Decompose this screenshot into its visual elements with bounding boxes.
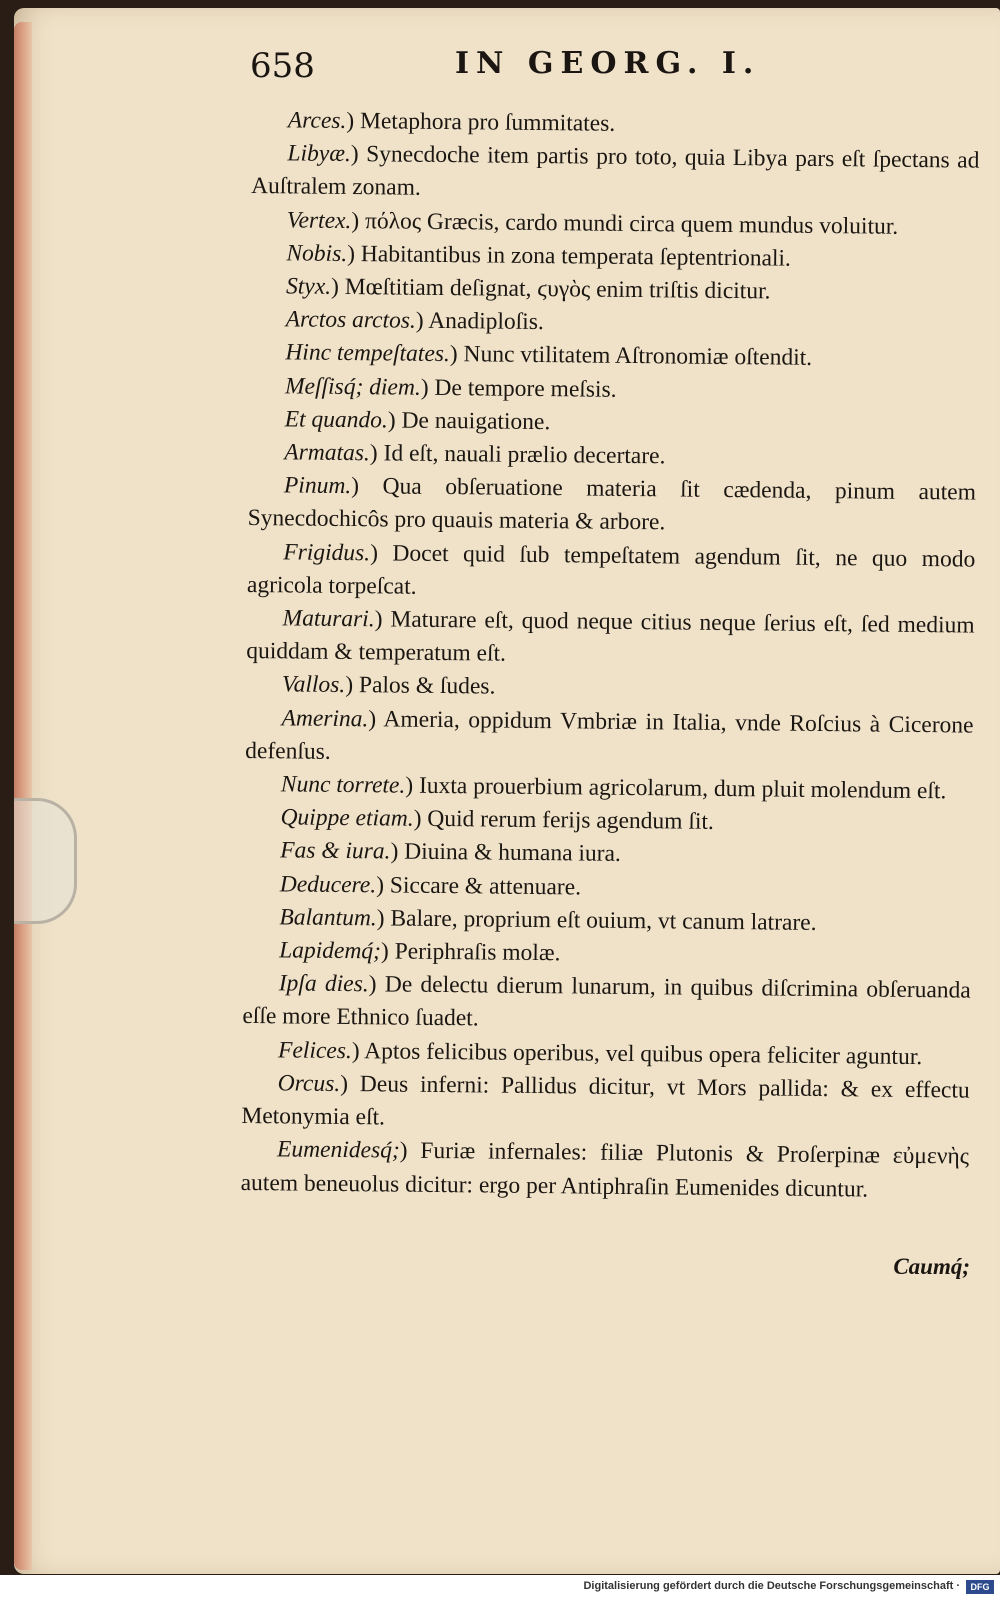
gloss: ) Iuxta prouerbium agricolarum, dum pluit molendum eſt. [405, 772, 947, 805]
gloss: ) De tempore meſsis. [420, 374, 617, 403]
gloss: ) Nunc vtilitatem Aſtronomiæ oſtendit. [449, 341, 813, 372]
gloss: ) Deus inferni: Pallidus dicitur, vt Mors pallida: & ex effectu Metonymia eſt. [241, 1070, 970, 1131]
gloss: ) Qua obſeruatione materia ſit cædenda, pinum autem Synecdochicôs pro quauis materia & arbore. [247, 473, 977, 536]
gloss: ) Furiæ infernales: filiæ Plutonis & Proſerpinæ εὐμενὴς autem beneuolus dicitur: ergo per Antiphraſin Eumenides dicuntur. [240, 1137, 970, 1203]
running-title: IN GEORG. I. [455, 46, 761, 81]
lemma: Nunc torrete. [280, 771, 406, 799]
lemma: Lapidemq́; [279, 937, 382, 965]
gloss: ) Palos & ſudes. [345, 672, 496, 701]
lemma: Nobis. [286, 240, 348, 267]
gloss: ) Mœſtitiam deſignat, ϛυγὸς enim triſtis dicitur. [330, 273, 771, 305]
lemma: Vallos. [281, 671, 346, 699]
gloss: ) Siccare & attenuare. [376, 872, 582, 901]
page-number: 658 [250, 46, 315, 86]
commentary-entry [251, 137, 980, 211]
lemma: Styx. [285, 273, 332, 300]
gloss: ) Synecdoche item partis pro toto, quia Libya pars eſt ſpectans ad Auſtralem zonam. [251, 141, 980, 202]
funding-credit: Digitalisierung gefördert durch die Deutsche Forschungsgemeinschaft · [583, 1580, 960, 1592]
dfg-logo: DFG [966, 1580, 994, 1594]
lemma: Arctos arctos. [285, 306, 416, 334]
lemma: Amerina. [281, 705, 369, 732]
lemma: Meſſisq́; diem. [284, 372, 421, 401]
lemma: Quippe etiam. [280, 804, 414, 832]
lemma: Libyæ. [287, 140, 351, 168]
lemma: Felices. [277, 1037, 352, 1064]
lemma: Balantum. [279, 904, 377, 932]
digitization-footer [0, 1575, 1000, 1601]
gloss: ) Diuina & humana iura. [390, 838, 622, 868]
commentary-entry [241, 1067, 970, 1141]
gloss: ) De delectu dierum lunarum, in quibus diſcrimina obſeruanda eſſe more Ethnico ſuadet. [242, 971, 971, 1032]
catchword: Caumq́; [893, 1254, 970, 1279]
gloss: ) πόλος Græcis, cardo mundi circa quem mundus voluitur. [351, 207, 899, 240]
gloss: ) Maturare eſt, quod neque citius neque ſerius eſt, ſed medium quiddam & temperatum eſt. [246, 606, 975, 667]
lemma: Frigidus. [283, 538, 371, 566]
gloss: ) Balare, proprium eſt ouium, vt canum latrare. [376, 905, 817, 936]
lemma: Fas & iura. [280, 837, 391, 865]
lemma: Arces. [287, 107, 347, 134]
gloss: ) Id eſt, nauali prælio decertare. [369, 440, 666, 470]
gloss: ) Ameria, oppidum Vmbriæ in Italia, vnde Roſcius à Cicerone defenſus. [245, 705, 974, 765]
lemma: Armatas. [284, 439, 371, 467]
commentary-entry [245, 702, 974, 776]
gloss: ) Aptos felicibus operibus, vel quibus opera feliciter aguntur. [351, 1037, 923, 1070]
lemma: Deducere. [279, 871, 377, 899]
gloss: ) Periphraſis molæ. [380, 938, 561, 967]
lemma: Ipſa dies. [278, 970, 369, 998]
lemma: Pinum. [283, 472, 352, 500]
lemma: Maturari. [282, 605, 375, 633]
lemma: Et quando. [284, 406, 388, 434]
commentary-text [241, 104, 980, 1207]
lemma: Orcus. [277, 1070, 341, 1097]
commentary-entry [247, 469, 976, 543]
page-clip [14, 798, 77, 924]
commentary-entry [246, 602, 975, 676]
gloss: ) Habitantibus in zona temperata ſeptentrionali. [347, 240, 792, 272]
gloss: ) Metaphora pro ſummitates. [346, 107, 616, 137]
gloss: ) Quid rerum ferijs agendum ſit. [413, 805, 714, 836]
commentary-entry [241, 1133, 970, 1207]
commentary-entry [242, 967, 971, 1041]
book-page [14, 8, 1000, 1574]
gloss: ) Docet quid ſub tempeſtatem agendum ſit, ne quo modo agricola torpeſcat. [246, 539, 976, 600]
lemma: Eumenidesq́; [276, 1136, 400, 1164]
gloss: ) Anadiploſis. [415, 307, 544, 336]
gloss: ) De nauigatione. [387, 407, 551, 435]
page-edge [14, 22, 32, 1570]
lemma: Vertex. [286, 206, 352, 234]
commentary-entry [247, 536, 976, 610]
lemma: Hinc tempeſtates. [285, 339, 450, 368]
